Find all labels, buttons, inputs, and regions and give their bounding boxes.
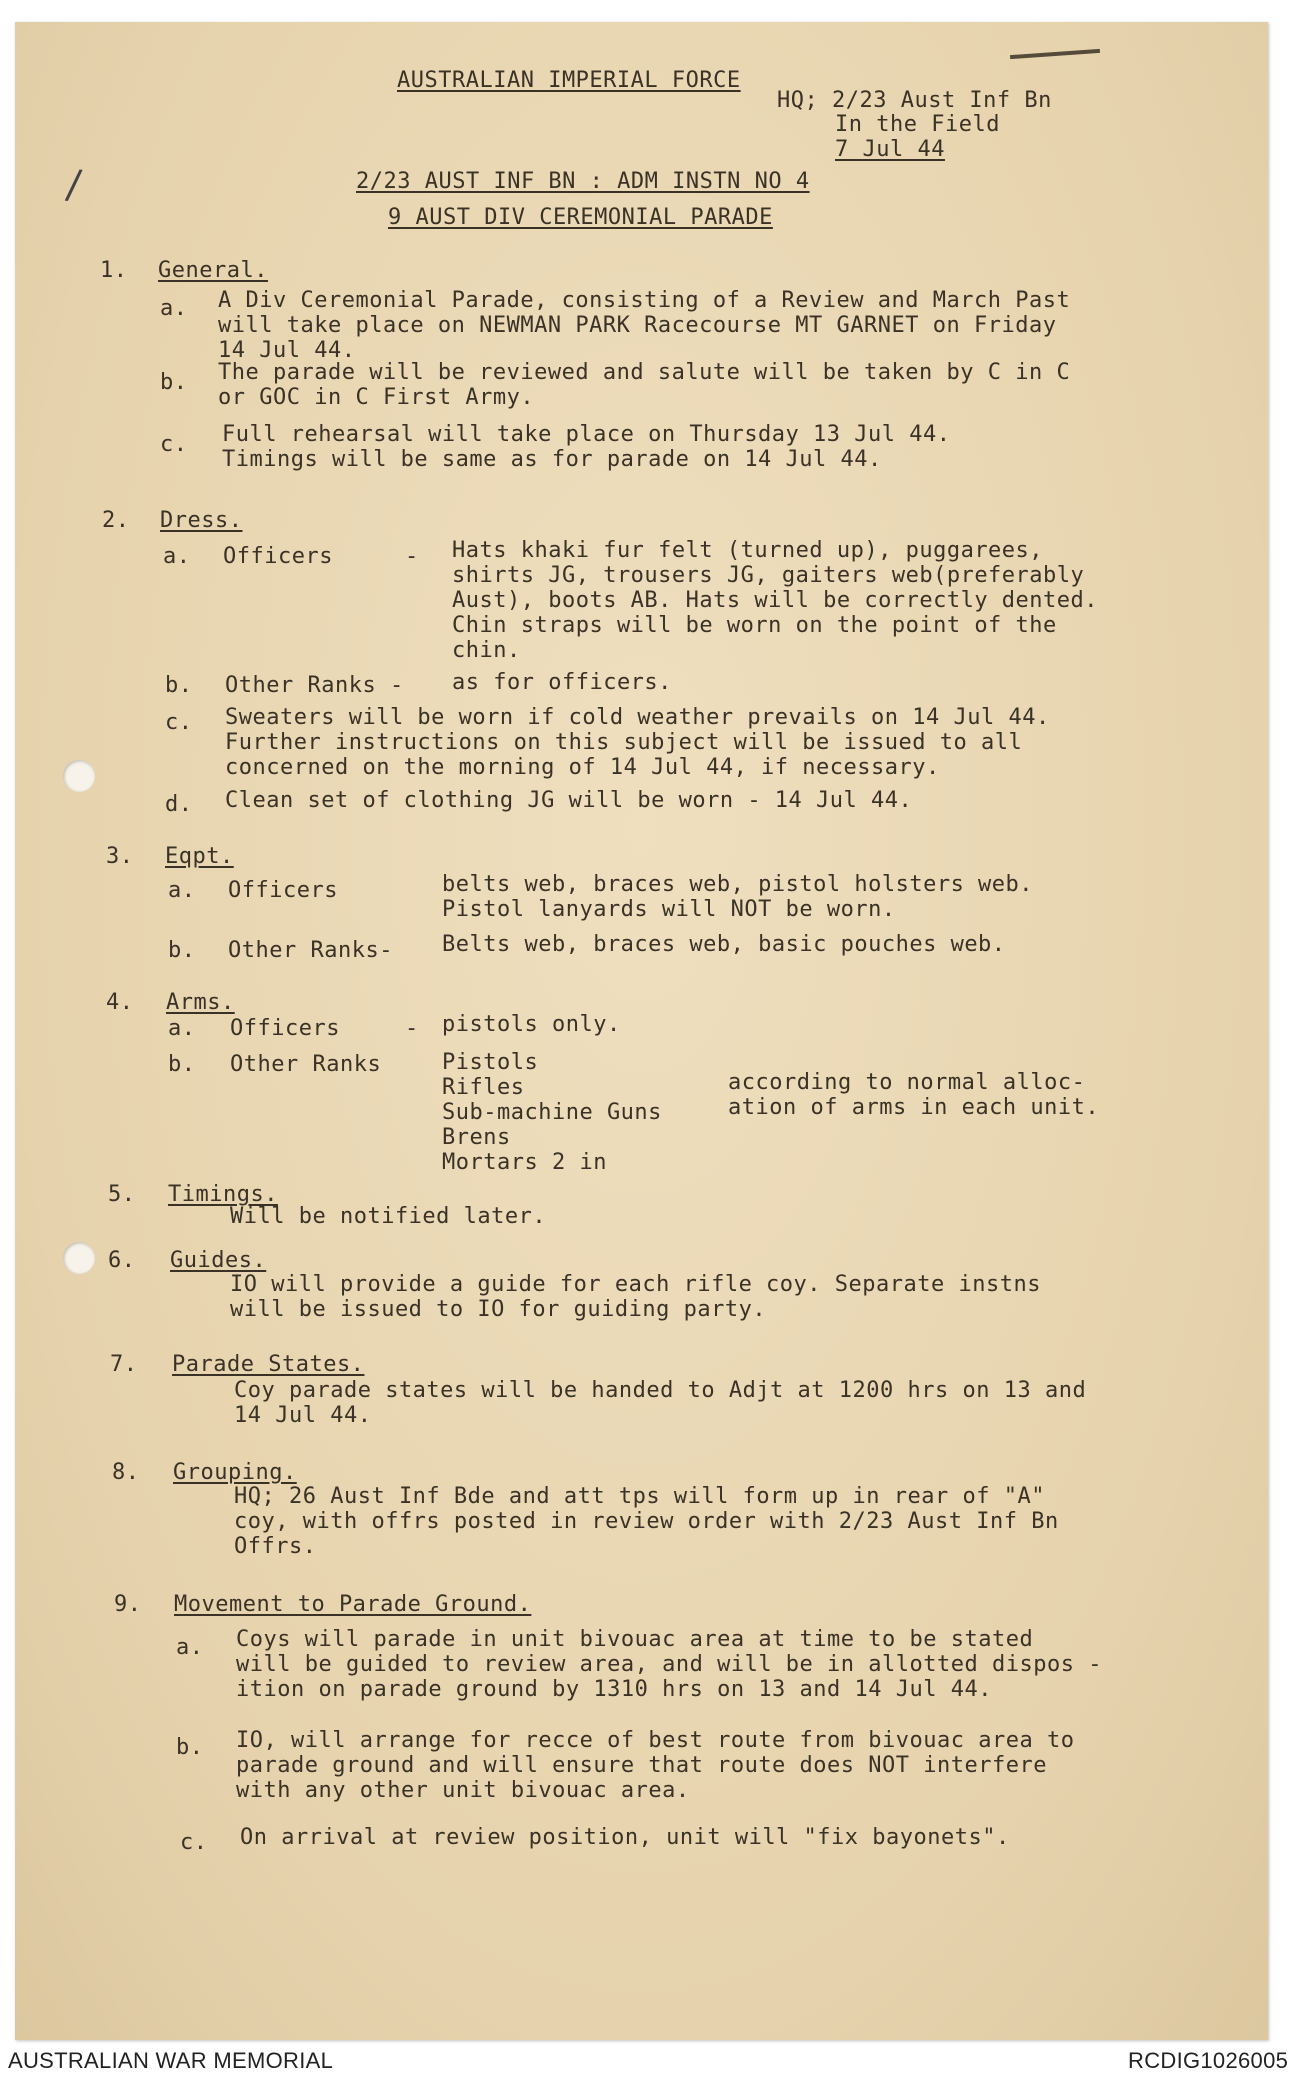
text-line: On arrival at review position, unit will "fix bayonets". bbox=[240, 1825, 1010, 1850]
section-number: 9. bbox=[114, 1592, 142, 1617]
item-marker: b. bbox=[160, 370, 188, 395]
pen-mark: / bbox=[63, 161, 84, 209]
text-line: according to normal alloc- bbox=[728, 1070, 1086, 1095]
text-line: The parade will be reviewed and salute will be taken by C in C bbox=[218, 360, 1071, 385]
text-line: shirts JG, trousers JG, gaiters web(preferably bbox=[452, 563, 1085, 588]
item-marker: a. bbox=[168, 1016, 196, 1041]
section-title-timings: Timings. bbox=[168, 1182, 278, 1207]
item-label: Other Ranks- bbox=[228, 938, 393, 963]
section-number: 3. bbox=[106, 844, 134, 869]
section-title-grouping: Grouping. bbox=[173, 1460, 297, 1485]
punch-hole-top bbox=[63, 760, 95, 792]
section-title-general: General. bbox=[158, 258, 268, 283]
subject-heading: 9 AUST DIV CEREMONIAL PARADE bbox=[388, 205, 773, 230]
arms-item: Pistols bbox=[442, 1050, 539, 1075]
text-line: IO will provide a guide for each rifle coy. Separate instns bbox=[230, 1272, 1041, 1297]
text-line: will be guided to review area, and will be in allotted dispos - bbox=[236, 1652, 1102, 1677]
text-line: parade ground and will ensure that route does NOT interfere bbox=[236, 1753, 1047, 1778]
unit-address: HQ; 2/23 Aust Inf Bn bbox=[777, 88, 1052, 113]
text-line: ation of arms in each unit. bbox=[728, 1095, 1100, 1120]
item-marker: b. bbox=[168, 1052, 196, 1077]
scribble-mark bbox=[1010, 49, 1100, 59]
arms-item: Brens bbox=[442, 1125, 511, 1150]
text-line: chin. bbox=[452, 638, 521, 663]
section-number: 5. bbox=[108, 1182, 136, 1207]
text-line: Full rehearsal will take place on Thursday 13 Jul 44. bbox=[222, 422, 951, 447]
text-line: Coy parade states will be handed to Adjt at 1200 hrs on 13 and bbox=[234, 1378, 1087, 1403]
text-line: will be issued to IO for guiding party. bbox=[230, 1297, 767, 1322]
archive-credit: AUSTRALIAN WAR MEMORIAL bbox=[8, 2048, 334, 2073]
item-label: Officers bbox=[223, 544, 333, 569]
text-line: Hats khaki fur felt (turned up), puggarees, bbox=[452, 538, 1044, 563]
section-title-arms: Arms. bbox=[166, 990, 235, 1015]
text-line: will take place on NEWMAN PARK Racecourse MT GARNET on Friday bbox=[218, 313, 1057, 338]
arms-item: Mortars 2 in bbox=[442, 1150, 607, 1175]
text-line: Will be notified later. bbox=[230, 1204, 547, 1229]
record-id: RCDIG1026005 bbox=[1128, 2048, 1289, 2073]
text-line: Coys will parade in unit bivouac area at time to be stated bbox=[236, 1627, 1034, 1652]
item-marker: b. bbox=[176, 1735, 204, 1760]
item-label: Other Ranks bbox=[230, 1052, 382, 1077]
section-number: 8. bbox=[112, 1460, 140, 1485]
text-line: Timings will be same as for parade on 14 Jul 44. bbox=[222, 447, 882, 472]
item-label: Other Ranks - bbox=[225, 673, 404, 698]
text-line: pistols only. bbox=[442, 1012, 621, 1037]
text-line: HQ; 26 Aust Inf Bde and att tps will form up in rear of "A" bbox=[234, 1484, 1045, 1509]
document-title: AUSTRALIAN IMPERIAL FORCE bbox=[397, 68, 741, 93]
text-line: as for officers. bbox=[452, 670, 672, 695]
text-line: or GOC in C First Army. bbox=[218, 385, 535, 410]
text-line: Offrs. bbox=[234, 1534, 317, 1559]
punch-hole-bottom bbox=[63, 1242, 95, 1274]
instruction-number: 2/23 AUST INF BN : ADM INSTN NO 4 bbox=[356, 169, 810, 194]
item-marker: b. bbox=[165, 673, 193, 698]
text-line: Clean set of clothing JG will be worn - 14 Jul 44. bbox=[225, 788, 913, 813]
item-marker: c. bbox=[165, 710, 193, 735]
item-marker: d. bbox=[165, 792, 193, 817]
text-line: belts web, braces web, pistol holsters web. bbox=[442, 872, 1034, 897]
text-line: Pistol lanyards will NOT be worn. bbox=[442, 897, 896, 922]
section-number: 6. bbox=[108, 1248, 136, 1273]
item-marker: c. bbox=[180, 1830, 208, 1855]
text-line: ition on parade ground by 1310 hrs on 13 and 14 Jul 44. bbox=[236, 1677, 992, 1702]
text-line: concerned on the morning of 14 Jul 44, if necessary. bbox=[225, 755, 940, 780]
arms-item: Sub-machine Guns bbox=[442, 1100, 662, 1125]
section-title-guides: Guides. bbox=[170, 1248, 267, 1273]
text-line: with any other unit bivouac area. bbox=[236, 1778, 690, 1803]
document-date: 7 Jul 44 bbox=[835, 137, 945, 162]
section-number: 2. bbox=[102, 508, 130, 533]
item-marker: c. bbox=[160, 432, 188, 457]
section-title-eqpt: Eqpt. bbox=[165, 844, 234, 869]
item-label: Officers bbox=[230, 1016, 340, 1041]
text-line: Sweaters will be worn if cold weather prevails on 14 Jul 44. bbox=[225, 705, 1050, 730]
section-title-parade-states: Parade States. bbox=[172, 1352, 365, 1377]
text-line: 14 Jul 44. bbox=[218, 338, 356, 363]
arms-item: Rifles bbox=[442, 1075, 525, 1100]
item-marker: a. bbox=[163, 544, 191, 569]
section-number: 7. bbox=[110, 1352, 138, 1377]
section-number: 4. bbox=[106, 990, 134, 1015]
text-line: Aust), boots AB. Hats will be correctly dented. bbox=[452, 588, 1099, 613]
item-dash: - bbox=[405, 544, 419, 569]
text-line: coy, with offrs posted in review order with 2/23 Aust Inf Bn bbox=[234, 1509, 1059, 1534]
item-marker: a. bbox=[168, 878, 196, 903]
text-line: Belts web, braces web, basic pouches web. bbox=[442, 932, 1006, 957]
section-title-movement: Movement to Parade Ground. bbox=[174, 1592, 532, 1617]
text-line: Chin straps will be worn on the point of the bbox=[452, 613, 1057, 638]
item-label: Officers bbox=[228, 878, 338, 903]
text-line: 14 Jul 44. bbox=[234, 1403, 372, 1428]
item-marker: b. bbox=[168, 938, 196, 963]
item-marker: a. bbox=[160, 296, 188, 321]
item-marker: a. bbox=[176, 1635, 204, 1660]
section-title-dress: Dress. bbox=[160, 508, 243, 533]
location-line: In the Field bbox=[835, 112, 1000, 137]
text-line: Further instructions on this subject will be issued to all bbox=[225, 730, 1023, 755]
item-dash: - bbox=[405, 1016, 419, 1041]
text-line: IO, will arrange for recce of best route from bivouac area to bbox=[236, 1728, 1075, 1753]
section-number: 1. bbox=[100, 258, 128, 283]
text-line: A Div Ceremonial Parade, consisting of a Review and March Past bbox=[218, 288, 1071, 313]
